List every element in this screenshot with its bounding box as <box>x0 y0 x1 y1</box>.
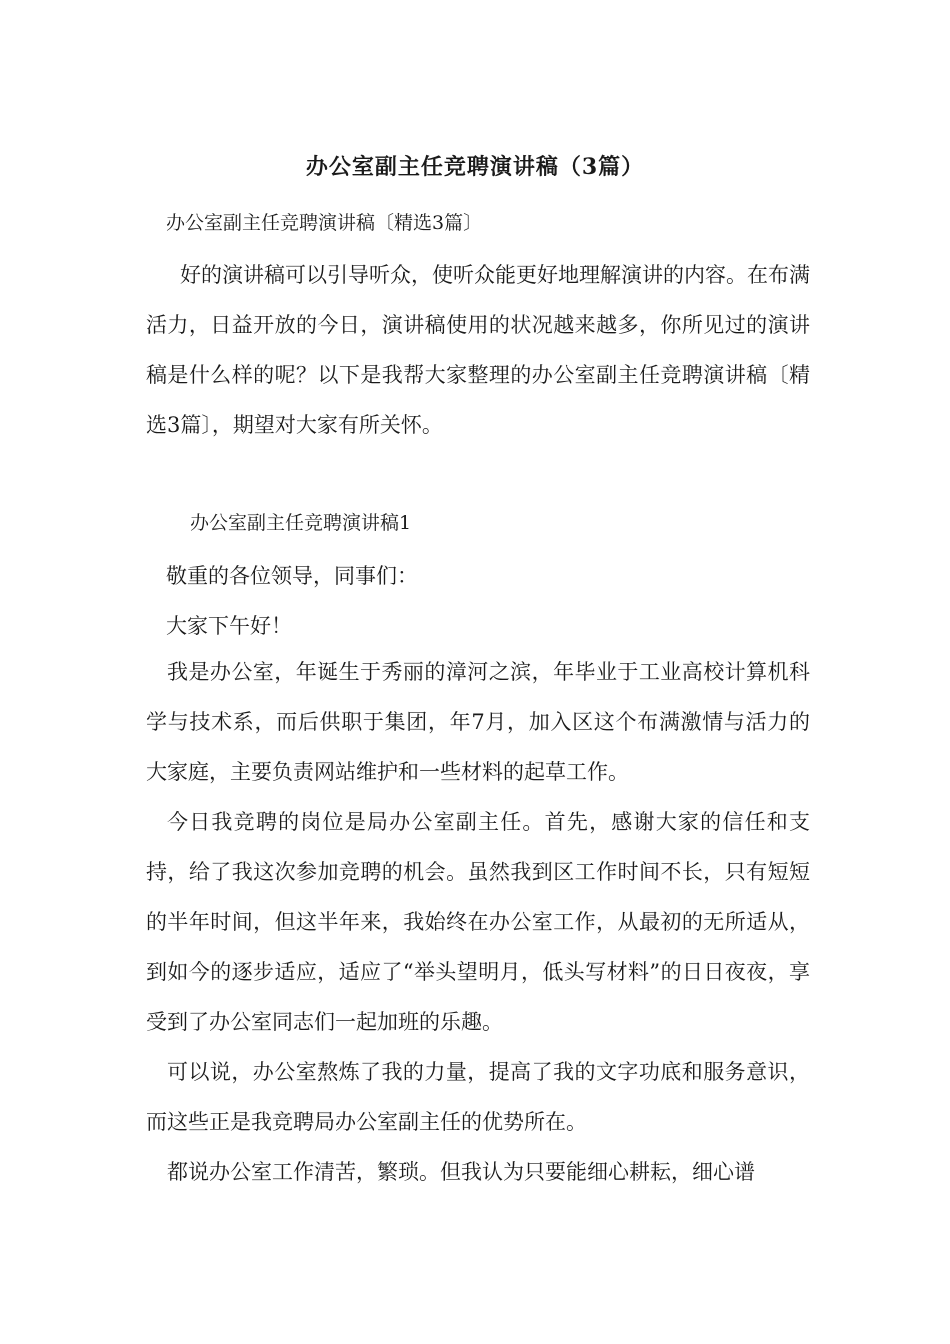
body-paragraph: 可以说，办公室熬炼了我的力量，提高了我的文字功底和服务意识，而这些正是我竞聘局办公室副主任的优势所在。 <box>146 1060 810 1134</box>
section-heading: 办公室副主任竞聘演讲稿1 <box>190 512 412 534</box>
intro-paragraph: 好的演讲稿可以引导听众，使听众能更好地理解演讲的内容。在布满活力，日益开放的今日，演讲稿使用的状况越来越多，你所见过的演讲稿是什么样的呢？以下是我帮大家整理的办公室副主任竞聘演讲稿〔精选3篇〕，期望对大家有所关怀。 <box>146 263 810 437</box>
body-paragraph: 我是办公室，年诞生于秀丽的漳河之滨，年毕业于工业高校计算机科学与技术系，而后供职于集团，年7月，加入区这个布满激情与活力的大家庭，主要负责网站维护和一些材料的起草工作。 <box>146 660 810 784</box>
body-paragraph: 都说办公室工作清苦，繁琐。但我认为只要能细心耕耘，细心谱 <box>167 1160 755 1184</box>
document-subtitle: 办公室副主任竞聘演讲稿〔精选3篇〕 <box>166 212 483 234</box>
greeting: 大家下午好！ <box>166 614 292 638</box>
document-title: 办公室副主任竞聘演讲稿（3篇） <box>305 154 645 180</box>
body-paragraph: 今日我竞聘的岗位是局办公室副主任。首先，感谢大家的信任和支持，给了我这次参加竞聘的机会。虽然我到区工作时间不长，只有短短的半年时间，但这半年来，我始终在办公室工作，从最初的无所适从，到如今的逐步适应，适应了“举头望明月，低头写材料”的日日夜夜，享受到了办公室同志们一起加班的乐趣。 <box>146 810 810 1034</box>
salutation: 敬重的各位领导，同事们： <box>166 564 418 588</box>
